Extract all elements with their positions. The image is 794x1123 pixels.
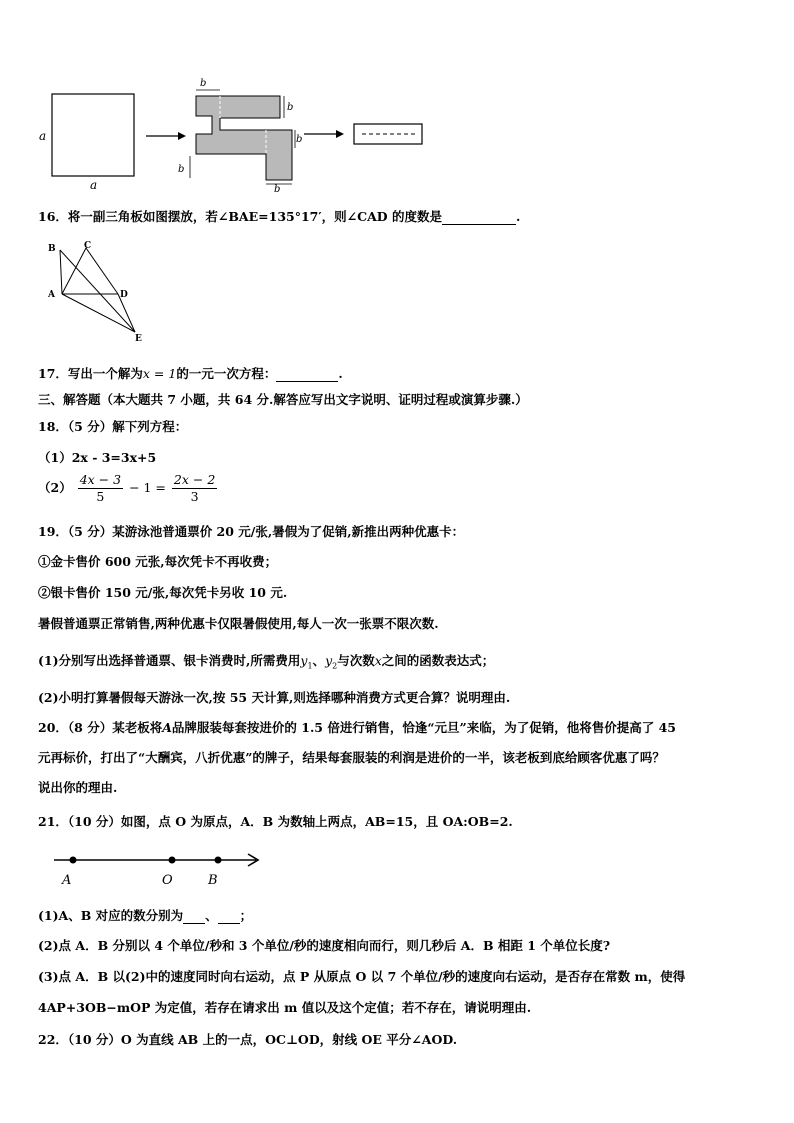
b-label-left: b	[178, 164, 185, 175]
b-label-right-top: b	[287, 102, 294, 113]
q21-part2: (2)点 A．B 分别以 4 个单位/秒和 3 个单位/秒的速度相向而行，则几秒后 A．B 相距 1 个单位长度?	[38, 938, 611, 953]
q22-title: 22．（10 分）O 为直线 AB 上的一点，OC⊥OD，射线 OE 平分∠AOD.	[38, 1032, 458, 1047]
q21-part3-line1: (3)点 A．B 以(2)中的速度同时向右运动，点 P 从原点 O 以 7 个单位/秒的速度向右运动，是否存在常数 m，使得	[38, 969, 686, 984]
fig16-label-A: A	[48, 290, 55, 300]
side-label-a: a	[39, 129, 47, 143]
q21-part3-line2: 4AP+3OB−mOP 为定值，若存在请求出 m 值以及这个定值；若不存在，请说明理由.	[38, 1000, 532, 1015]
q18-fraction-left: $\frac{4x - 3}{5}$	[79, 472, 122, 504]
q16-text: 16．将一副三角板如图摆放，若∠BAE=135°17′，则∠CAD 的度数是 .	[38, 209, 521, 224]
axis-label-B: B	[208, 873, 218, 888]
q21-answer-blank-A[interactable]	[183, 908, 205, 924]
bottom-label-a: a	[90, 178, 98, 192]
fig16-label-B: B	[48, 244, 56, 254]
q21-answer-blank-B[interactable]	[218, 908, 240, 924]
q19-part2: (2)小明打算暑假每天游泳一次,按 55 天计算,则选择哪种消费方式更合算？说明理由.	[38, 690, 511, 705]
q17-answer-blank[interactable]	[276, 366, 338, 382]
q20-line3: 说出你的理由.	[38, 780, 118, 795]
b-label-top: b	[200, 78, 207, 89]
fig16-label-D: D	[120, 290, 128, 300]
fig15-diagram	[30, 76, 440, 196]
q19-note: 暑假普通票正常销售,两种优惠卡仅限暑假使用,每人一次一张票不限次数.	[38, 616, 439, 631]
b-label-bottom: b	[274, 184, 281, 195]
axis-label-O: O	[162, 873, 173, 888]
q20-line2: 元再标价，打出了“大酬宾，八折优惠”的牌子，结果每套服装的利润是进价的一半，该老板到底给顾客优惠了吗？	[38, 750, 665, 765]
q16-triangle-figure	[40, 240, 155, 345]
b-label-right-mid: b	[296, 134, 303, 145]
q21-title: 21．（10 分）如图，点 O 为原点，A．B 为数轴上两点，AB=15，且 OA:OB=2.	[38, 814, 513, 829]
q18-part1: （1）2x - 3=3x+5	[38, 450, 157, 465]
q19-gold-card: ①金卡售价 600 元张,每次凭卡不再收费；	[38, 554, 278, 569]
q18-title: 18．（5 分）解下列方程：	[38, 419, 188, 434]
axis-label-A: A	[62, 873, 72, 888]
q18-part2: （2） $\frac{4x - 3}{5}$ − 1 = $\frac{2x - 2}{3}$	[38, 472, 216, 504]
q18-fraction-right: $\frac{2x - 2}{3}$	[173, 472, 216, 504]
q16-answer-blank[interactable]	[442, 209, 516, 225]
fig16-label-E: E	[135, 334, 142, 344]
fig16-label-C: C	[84, 241, 92, 251]
q21-number-line	[50, 846, 270, 892]
q21-part1: (1)A、B 对应的数分别为 、 ；	[38, 908, 253, 923]
q17-text: 17．写出一个解为x = 1的一元一次方程： .	[38, 366, 343, 381]
q19-silver-card: ②银卡售价 150 元/张,每次凭卡另收 10 元.	[38, 585, 288, 600]
q20-line1: 20．（8 分）某老板将A品牌服装每套按进价的 1.5 倍进行销售，恰逢“元旦”来临，为了促销，他将售价提高了 45	[38, 720, 676, 735]
q19-title: 19．（5 分）某游泳池普通票价 20 元/张,暑假为了促销,新推出两种优惠卡：	[38, 524, 465, 539]
q19-part1: (1)分别写出选择普通票、银卡消费时,所需费用$y_1$、$y_2$与次数x之间的函数表达式；	[38, 653, 495, 671]
section3-heading: 三、解答题（本大题共 7 小题，共 64 分.解答应写出文字说明、证明过程或演算步骤.）	[38, 392, 528, 407]
